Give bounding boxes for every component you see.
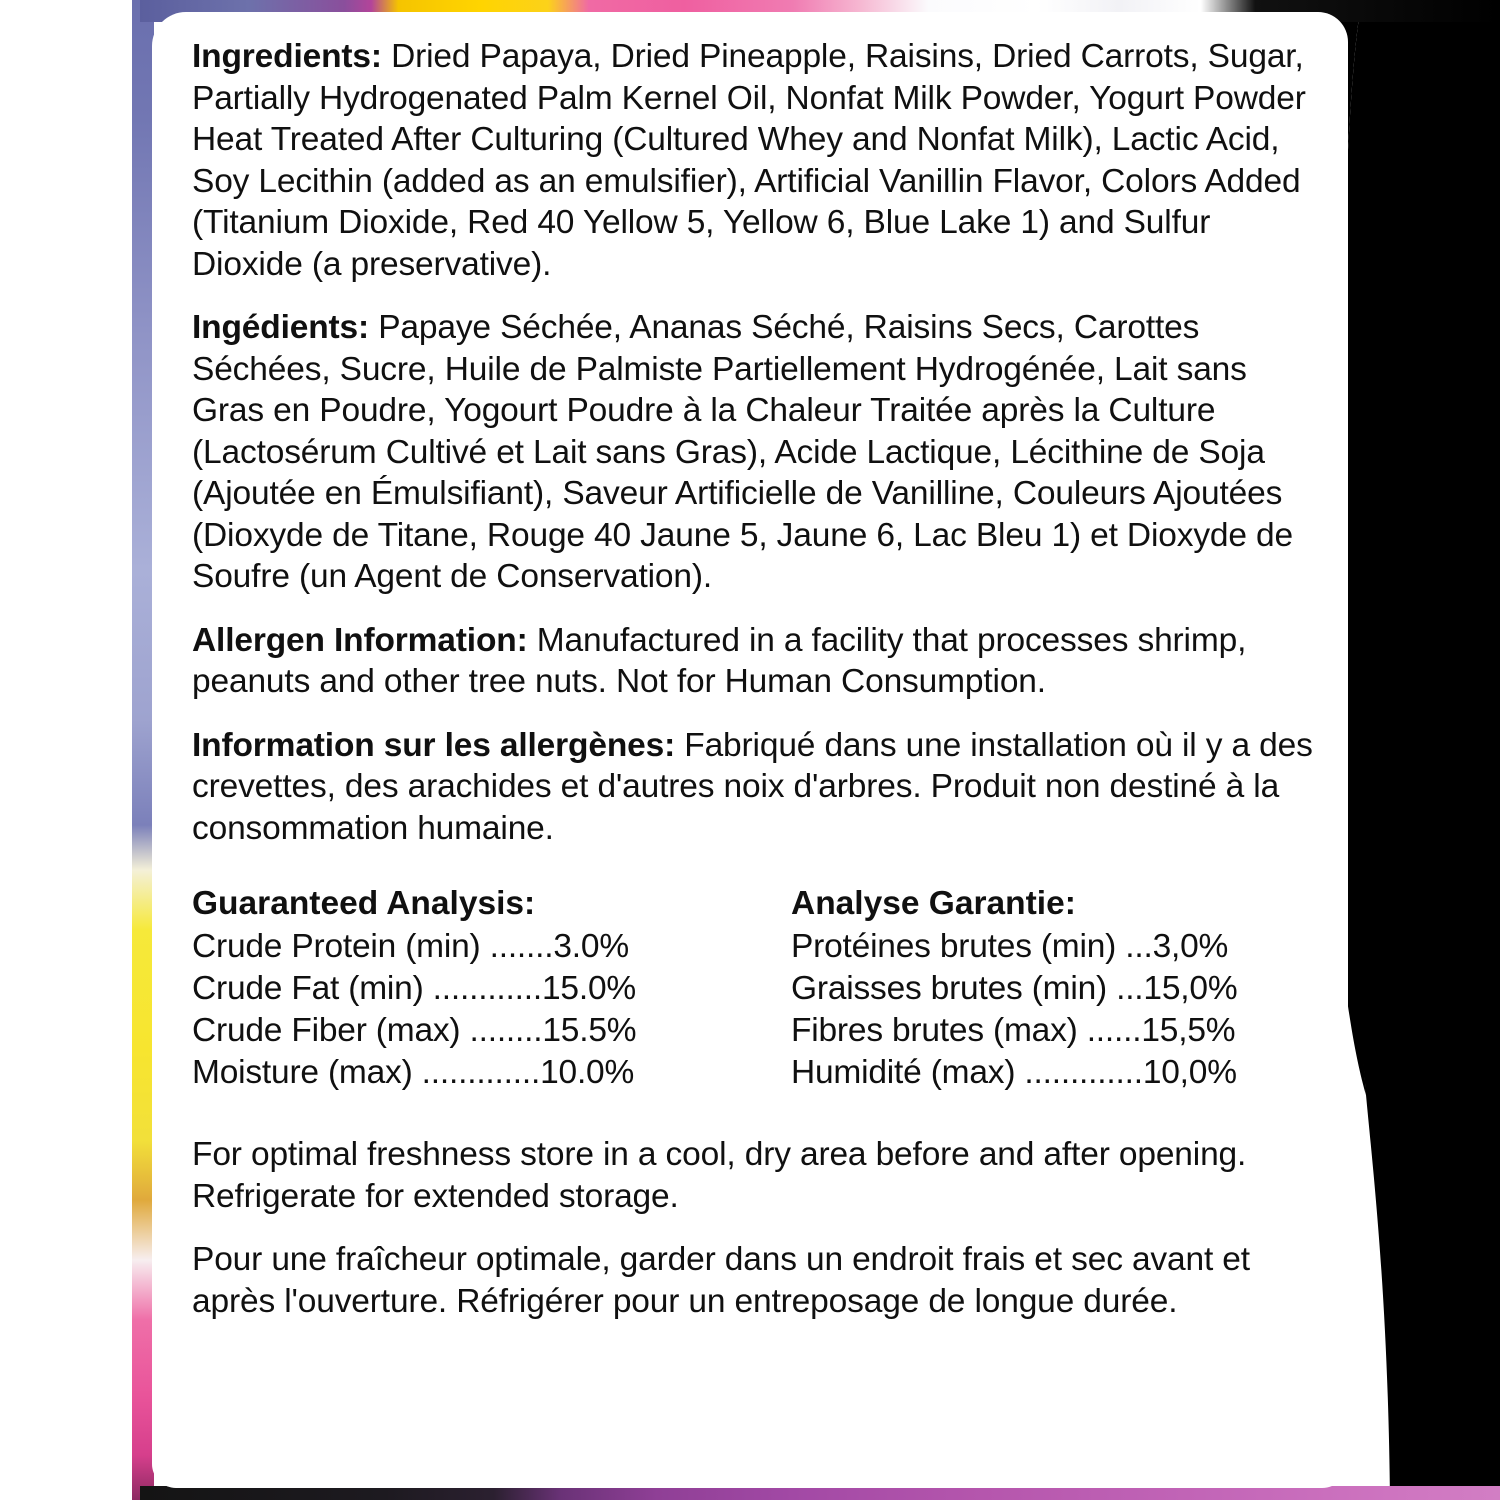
nutrition-label-face [152, 12, 1348, 1488]
analysis-row [791, 1010, 1336, 1052]
guaranteed-analysis-french [791, 883, 1336, 1094]
allergen-information-english [192, 620, 1322, 703]
analysis-row-value: 15,0% [1143, 970, 1238, 1007]
analysis-row-label: Protéines brutes (min) [791, 928, 1117, 965]
package-edge-left-gradient [132, 0, 154, 1500]
analysis-row-leader-dots: ... [1106, 970, 1144, 1007]
analysis-row-leader-dots: ........ [460, 1012, 543, 1049]
allergen-english-body: Manufactured in a facility that processes shrimp, peanuts and other tree nuts. Not for Human Consumption. [192, 621, 1247, 700]
analysis-row-leader-dots: ............. [1015, 1054, 1143, 1091]
analysis-row-leader-dots: ... [1116, 928, 1153, 965]
analysis-row-value: 3.0% [553, 928, 629, 965]
package-edge-bottom-gradient [140, 1486, 1500, 1500]
guaranteed-analysis-block [192, 883, 1322, 1094]
storage-instructions-french: Pour une fraîcheur optimale, garder dans un endroit frais et sec avant et après l'ouverture. Réfrigérer pour un entreposage de longue durée. [192, 1241, 1250, 1320]
analysis-row-label: Fibres brutes (max) [791, 1012, 1078, 1049]
analysis-row [192, 926, 737, 968]
analysis-row-leader-dots: ............ [423, 970, 542, 1007]
ingredients-english-heading: Ingredients: [192, 38, 382, 75]
analysis-row-value: 10.0% [540, 1054, 635, 1091]
analysis-row [192, 1052, 737, 1094]
ingredients-french-heading: Ingédients: [192, 309, 370, 346]
storage-instructions-english: For optimal freshness store in a cool, dry area before and after opening. Refrigerate for extended storage. [192, 1136, 1247, 1215]
guaranteed-analysis-english [192, 883, 737, 1094]
analysis-row [791, 1052, 1336, 1094]
guaranteed-analysis-english-title: Guaranteed Analysis: [192, 885, 536, 922]
analysis-row-label: Humidité (max) [791, 1054, 1016, 1091]
allergen-information-french [192, 725, 1322, 850]
guaranteed-analysis-english-rows [192, 926, 737, 1094]
analysis-row-label: Crude Fiber (max) [192, 1012, 461, 1049]
analysis-row-value: 10,0% [1142, 1054, 1237, 1091]
allergen-english-heading: Allergen Information: [192, 621, 528, 659]
analysis-row [192, 968, 737, 1010]
analysis-row-leader-dots: ...... [1077, 1012, 1142, 1049]
analysis-row-label: Crude Protein (min) [192, 928, 481, 965]
analysis-row-value: 15.0% [541, 970, 636, 1007]
allergen-french-body: Fabriqué dans une installation où il y a des crevettes, des arachides et d'autres noix d'arbres. Produit non destiné à la consommation humaine. [192, 726, 1313, 847]
ingredients-french-body: Papaye Séchée, Ananas Séché, Raisins Secs, Carottes Séchées, Sucre, Huile de Palmiste Partiellement Hydrogénée, Lait sans Gras en Poudre, Yogourt Poudre à la Chaleur Traitée après la Culture (Lactosérum Cultivé et Lait sans Gras), Acide Lactique, Lécithine de Soja (Ajoutée en Émulsifiant), Saveur Artificielle de Vanilline, Couleurs Ajoutées (Dioxyde de Titane, Rouge 40 Jaune 5, Jaune 6, Lac Bleu 1) et Dioxyde de Soufre (un Agent de Conservation). [192, 309, 1293, 595]
analysis-row-leader-dots: ....... [480, 928, 554, 965]
analysis-row-value: 15.5% [542, 1012, 637, 1049]
analysis-row [791, 968, 1336, 1010]
analysis-row-value: 3,0% [1152, 928, 1229, 965]
ingredients-english [192, 36, 1322, 285]
analysis-row-label: Crude Fat (min) [192, 970, 424, 1007]
analysis-row-value: 15,5% [1141, 1012, 1236, 1049]
analysis-row [192, 1010, 737, 1052]
analysis-row-leader-dots: ............. [412, 1054, 541, 1091]
allergen-french-heading: Information sur les allergènes: [192, 726, 676, 764]
analysis-row-label: Moisture (max) [192, 1054, 413, 1091]
guaranteed-analysis-french-title: Analyse Garantie: [791, 885, 1076, 922]
guaranteed-analysis-french-rows [791, 926, 1336, 1094]
ingredients-english-body: Dried Papaya, Dried Pineapple, Raisins, Dried Carrots, Sugar, Partially Hydrogenated Palm Kernel Oil, Nonfat Milk Powder, Yogurt Powder Heat Treated After Culturing (Cultured Whey and Nonfat Milk), Lactic Acid, Soy Lecithin (added as an emulsifier), Artificial Vanillin Flavor, Colors Added (Titanium Dioxide, Red 40 Yellow 5, Yellow 6, Blue Lake 1) and Sulfur Dioxide (a preservative). [192, 38, 1306, 283]
label-content [192, 36, 1322, 1322]
analysis-row-label: Graisses brutes (min) [791, 970, 1107, 1007]
analysis-row [791, 926, 1336, 968]
ingredients-french [192, 307, 1322, 598]
